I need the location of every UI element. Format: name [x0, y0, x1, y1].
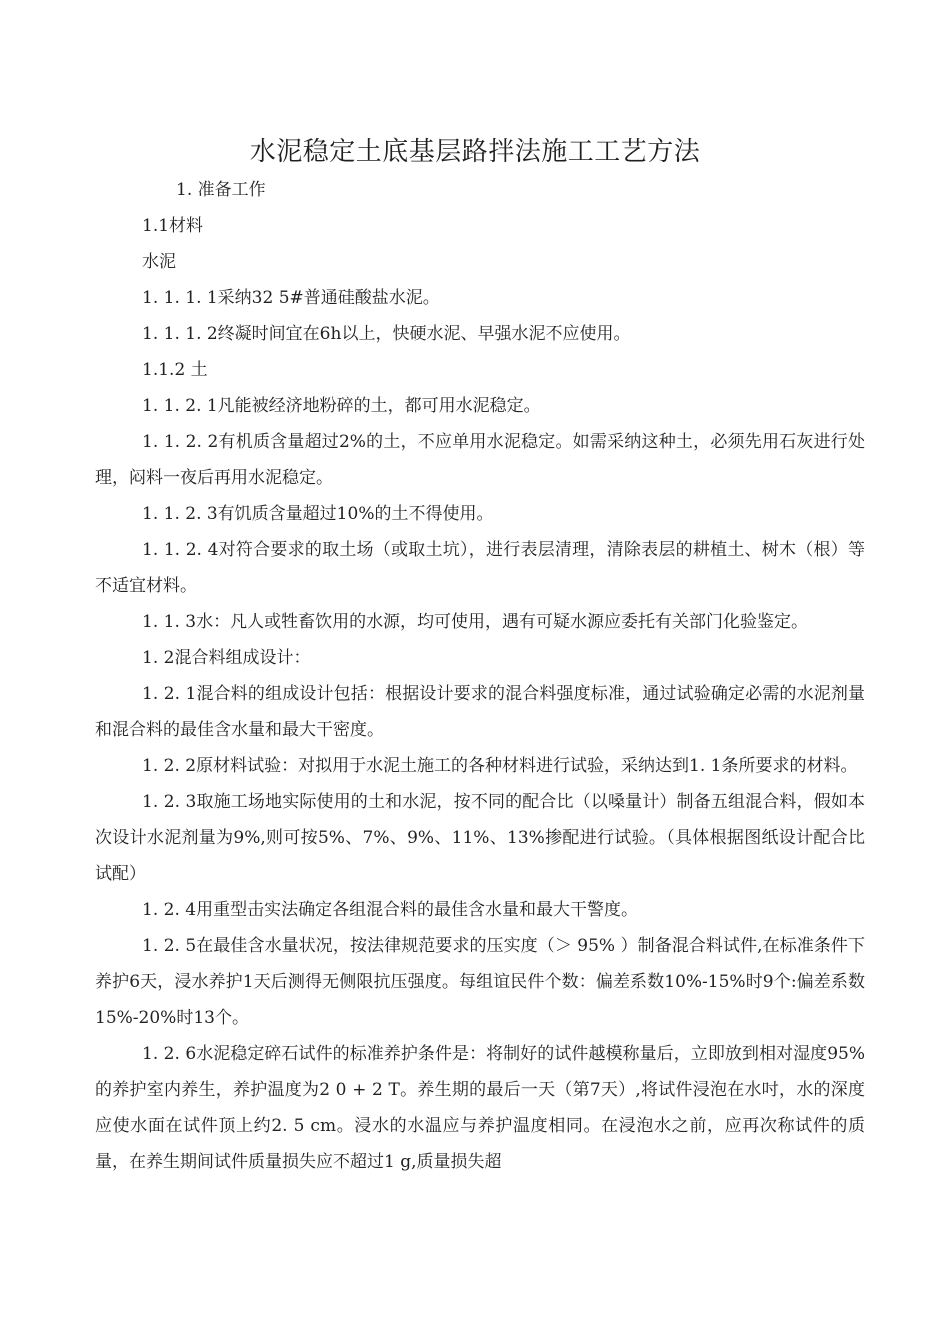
- paragraph: 1. 1. 2. 2有机质含量超过2%的土，不应单用水泥稳定。如需采纳这种土，必须先用石灰进行处理，闷料一夜后再用水泥稳定。: [95, 432, 865, 488]
- paragraph: 1. 2. 2原材料试验：对拟用于水泥土施工的各种材料进行试验，采纳达到1. 1条所要求的材料。: [142, 756, 858, 776]
- document-title: 水泥稳定土底基层路拌法施工工艺方法: [249, 137, 701, 167]
- section-heading: 1. 准备工作: [176, 180, 266, 200]
- document-body: [95, 172, 865, 1180]
- subsection-heading: 1.1材料: [142, 216, 204, 236]
- paragraph: 1. 1. 3水：凡人或牲畜饮用的水源，均可使用，遇有可疑水源应委托有关部门化验鉴定。: [142, 612, 809, 632]
- paragraph: 1. 1. 2. 4对符合要求的取土场（或取土坑），进行表层清理，清除表层的耕植土、树木（根）等不适宜材料。: [95, 540, 865, 596]
- subsection-heading: 水泥: [142, 252, 176, 272]
- paragraph: 1. 1. 1. 2终凝时间宜在6h以上，快硬水泥、早强水泥不应使用。: [142, 324, 631, 344]
- paragraph: 1. 1. 2. 3有饥质含量超过10%的土不得使用。: [142, 504, 494, 524]
- paragraph: 1. 2. 5在最佳含水量状况，按法律规范要求的压实度（＞ 95% ）制备混合料试件,在标准条件下养护6天，浸水养护1天后测得无侧限抗压强度。每组谊民件个数：偏差系数10%-15%时9个:偏差系数15%-20%时13个。: [95, 936, 865, 1028]
- paragraph: 1. 1. 2. 1凡能被经济地粉碎的土，都可用水泥稳定。: [142, 396, 541, 416]
- paragraph: 1. 2. 1混合料的组成设计包括：根据设计要求的混合料强度标准，通过试验确定必需的水泥剂量和混合料的最佳含水量和最大干密度。: [95, 684, 865, 740]
- paragraph: 1. 2. 3取施工场地实际使用的土和水泥，按不同的配合比（以嗓量计）制备五组混合料，假如本次设计水泥剂量为9%,则可按5%、7%、9%、11%、13%掺配进行试验。（具体根据图纸设计配合比试配）: [95, 792, 865, 884]
- paragraph: 1. 2. 4用重型击实法确定各组混合料的最佳含水量和最大干警度。: [142, 900, 639, 920]
- paragraph: 1. 1. 1. 1采纳32 5#普通硅酸盐水泥。: [142, 288, 440, 308]
- subsection-heading: 1. 2混合料组成设计：: [142, 648, 311, 668]
- paragraph: 1. 2. 6水泥稳定碎石试件的标准养护条件是：将制好的试件越模称量后，立即放到相对湿度95%的养护室内养生，养护温度为2 0 + 2 T。养生期的最后一天（第7天）,将试件浸泡在水吋，水的深度应使水面在试件顶上约2. 5 cm。浸水的水温应与养护温度相同。在浸泡水之前，应再次称试件的质量，在养生期间试件质量损失应不超过1 g,质量损失超: [95, 1044, 865, 1172]
- subsection-heading: 1.1.2 土: [142, 360, 208, 380]
